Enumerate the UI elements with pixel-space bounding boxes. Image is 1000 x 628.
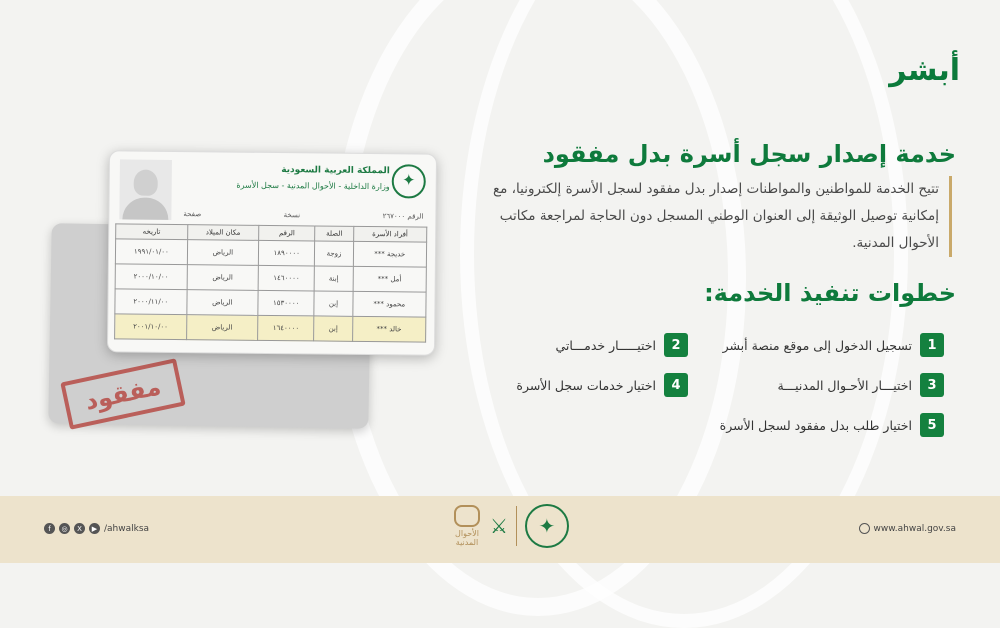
emblem-icon: ✦ [392, 164, 426, 198]
step-5 [720, 413, 944, 437]
steps-list [494, 333, 944, 443]
card-header-country: المملكة العربية السعودية [281, 165, 390, 177]
column-header: الرقم [259, 225, 316, 241]
step-4 [516, 373, 688, 397]
table-row [115, 289, 426, 317]
cell-number: ١٥٣٠٠٠٠ [258, 290, 315, 316]
cell-number: ١٤٦٠٠٠٠ [258, 265, 315, 291]
cell-name: محمود *** [352, 291, 426, 317]
card-number: الرقم ٢٦٧٠٠٠ [382, 212, 424, 221]
cell-relation: إبنة [315, 266, 353, 291]
palm-swords-icon: ⚔ [490, 514, 508, 538]
family-members-table [114, 223, 427, 342]
step-number-badge: 5 [920, 413, 944, 437]
cell-date: ٢٠٠٠/١١/٠٠ [115, 289, 187, 315]
step-text: اختيـــــار خدمـــاتي [555, 337, 656, 353]
column-header: أفراد الأسرة [353, 226, 427, 242]
step-number-badge: 1 [920, 333, 944, 357]
social-links [44, 523, 149, 534]
logo-divider [516, 506, 517, 546]
civil-affairs-logo [452, 505, 482, 547]
card-meta [183, 210, 423, 221]
card-header-ministry: وزارة الداخلية - الأحوال المدنية - سجل الأسرة [236, 180, 390, 192]
step-number-badge: 3 [920, 373, 944, 397]
footer-logos [452, 504, 569, 548]
cell-name: أمل *** [353, 266, 427, 292]
facebook-icon[interactable]: f [44, 523, 55, 534]
x-icon[interactable]: X [74, 523, 85, 534]
service-title: خدمة إصدار سجل أسرة بدل مفقود [542, 140, 956, 168]
step-1 [723, 333, 944, 357]
service-description: تتيح الخدمة للمواطنين والمواطنات إصدار بدل مفقود لسجل الأسرة إلكترونيا، مع إمكانية توصيل الوثيقة إلى العنوان الوطني المسجل دون الحاجة لمراجعة مكاتب الأحوال المدنية. [476, 176, 952, 257]
civil-affairs-logo-text: الأحوال المدنية [455, 529, 479, 547]
table-row [115, 239, 426, 267]
cell-name: خديجة *** [353, 241, 427, 267]
cell-number: ١٦٤٠٠٠٠ [258, 315, 315, 341]
step-number-badge: 2 [664, 333, 688, 357]
column-header: مكان الميلاد [187, 225, 259, 241]
cell-name: خالد *** [352, 316, 426, 342]
cell-place: الرياض [187, 290, 259, 316]
footer [0, 496, 1000, 563]
ministry-emblem-icon: ✦ [525, 504, 569, 548]
service-content [476, 140, 956, 317]
step-3 [777, 373, 944, 397]
table-row [115, 264, 426, 292]
cell-relation: إبن [314, 316, 352, 341]
absher-logo-text: أبشر [889, 53, 960, 88]
step-number-badge: 4 [664, 373, 688, 397]
website-url[interactable]: www.ahwal.gov.sa [873, 523, 956, 534]
card-page: صفحة [183, 210, 202, 219]
column-header: الصلة [315, 226, 353, 241]
globe-icon [859, 523, 870, 534]
cell-date: ١٩٩١/٠١/٠٠ [115, 239, 187, 265]
cell-number: ١٨٩٠٠٠٠ [258, 240, 315, 266]
steps-title: خطوات تنفيذ الخدمة: [704, 279, 956, 307]
table-row [115, 314, 426, 342]
step-text: اختيار طلب بدل مفقود لسجل الأسرة [719, 417, 912, 433]
card-copy: نسخة [283, 211, 301, 220]
social-handle[interactable]: /ahwalksa [104, 523, 150, 534]
website-link[interactable] [859, 523, 957, 534]
absher-logo [889, 38, 960, 104]
cell-date: ٢٠٠١/١٠/٠٠ [115, 314, 187, 340]
cell-relation: إبن [314, 291, 352, 316]
step-text: اختيار خدمات سجل الأسرة [516, 377, 656, 393]
instagram-icon[interactable]: ◎ [59, 523, 70, 534]
youtube-icon[interactable]: ▶ [89, 523, 100, 534]
cell-place: الرياض [187, 240, 259, 266]
step-2 [555, 333, 688, 357]
cell-relation: زوجة [315, 241, 353, 266]
cell-date: ٢٠٠٠/١٠/٠٠ [115, 264, 187, 290]
step-text: تسجيل الدخول إلى موقع منصة أبشر [722, 337, 912, 353]
cell-place: الرياض [187, 265, 259, 291]
column-header: تاريخه [116, 224, 188, 240]
lost-stamp: مفقود [60, 358, 185, 429]
person-photo [119, 159, 172, 220]
family-record-card [107, 150, 437, 355]
step-text: اختيـــار الأحـوال المدنيـــة [777, 377, 912, 393]
cell-place: الرياض [186, 315, 258, 341]
